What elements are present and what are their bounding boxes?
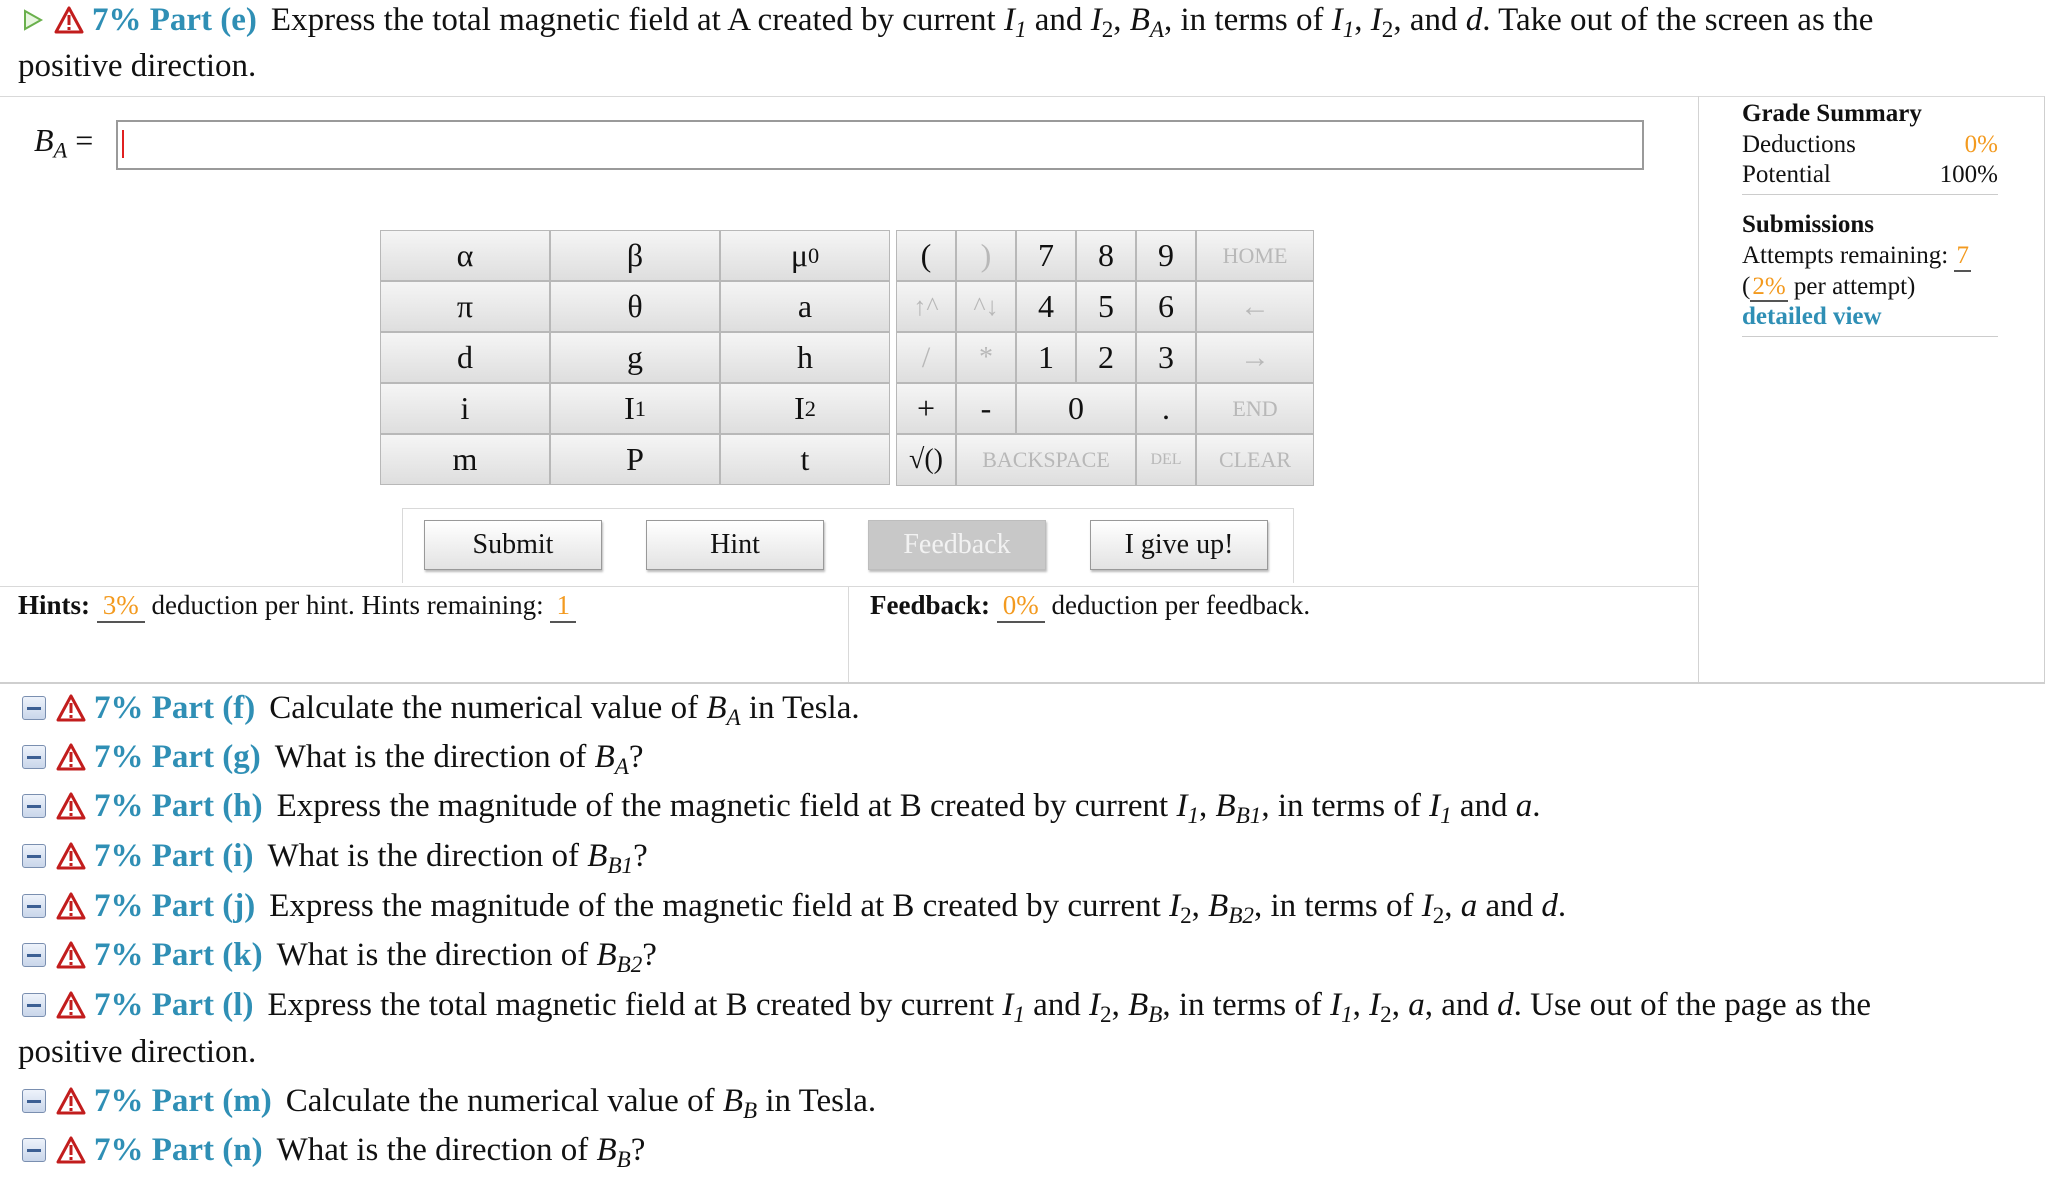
warning-icon bbox=[56, 694, 86, 722]
key-divide: / bbox=[896, 332, 956, 383]
expand-icon[interactable] bbox=[22, 844, 46, 868]
hint-deduction: 3% bbox=[97, 591, 145, 623]
submissions-title: Submissions bbox=[1742, 211, 1875, 238]
part-m-header[interactable]: 7% Part (m) Calculate the numerical value of $B_B$ in Tesla. bbox=[22, 1081, 876, 1121]
warning-icon bbox=[56, 743, 86, 771]
key-backspace: BACKSPACE bbox=[956, 434, 1136, 486]
part-n-header[interactable]: 7% Part (n) What is the direction of $B_B$? bbox=[22, 1130, 645, 1170]
key-i[interactable]: i bbox=[380, 383, 550, 434]
expand-icon[interactable] bbox=[22, 696, 46, 720]
part-h-header[interactable]: 7% Part (h) Express the magnitude of the magnetic field at B created by current $I_1$, $B_{B1}$, in terms of $I_1$ and a. bbox=[22, 786, 1541, 826]
warning-icon bbox=[56, 1087, 86, 1115]
key-rparen: ) bbox=[956, 230, 1016, 281]
key-t[interactable]: t bbox=[720, 434, 890, 485]
hints-divider bbox=[0, 586, 1698, 587]
key-theta[interactable]: θ bbox=[550, 281, 720, 332]
warning-icon bbox=[56, 991, 86, 1019]
key-multiply: * bbox=[956, 332, 1016, 383]
part-k-header[interactable]: 7% Part (k) What is the direction of $B_{B2}$? bbox=[22, 935, 657, 975]
grade-summary: Grade Summary Deductions 0% Potential 100% Submissions Attempts remaining: 7 (2% per attempt) detailed view bbox=[1742, 98, 1998, 337]
expand-icon[interactable] bbox=[22, 894, 46, 918]
key-up-arrow: ↑^ bbox=[896, 281, 956, 332]
part-e-header[interactable] bbox=[22, 0, 1873, 40]
key-plus[interactable]: + bbox=[896, 383, 956, 434]
warning-icon bbox=[56, 1136, 86, 1164]
feedback-button: Feedback bbox=[868, 520, 1046, 570]
key-clear: CLEAR bbox=[1196, 434, 1314, 486]
part-e-question: Express the total magnetic field at A created by current $I_1$ and $I_2$, $B_A$, in terms of $I_1$, $I_2$, and d. Take out of the screen as the bbox=[270, 1, 1874, 42]
key-2[interactable]: 2 bbox=[1076, 332, 1136, 383]
key-mu0[interactable]: μ 0 bbox=[720, 230, 890, 281]
warning-icon bbox=[56, 892, 86, 920]
key-left-arrow-icon: ← bbox=[1196, 281, 1314, 332]
answer-label: $B_A$ = bbox=[34, 122, 94, 163]
part-l-header[interactable]: 7% Part (l) Express the total magnetic field at B created by current $I_1$ and $I_2$, $B_B$, in terms of $I_1$, $I_2$, a, and d. Use out of the page as the bbox=[22, 985, 1871, 1025]
key-I2[interactable]: I 2 bbox=[720, 383, 890, 434]
key-I1[interactable]: I 1 bbox=[550, 383, 720, 434]
key-end: END bbox=[1196, 383, 1314, 434]
key-1[interactable]: 1 bbox=[1016, 332, 1076, 383]
part-e-label: 7% Part (e) bbox=[92, 1, 257, 38]
key-a[interactable]: a bbox=[720, 281, 890, 332]
hints-remaining: 1 bbox=[550, 591, 576, 623]
symbol-keypad bbox=[380, 230, 1314, 486]
key-P[interactable]: P bbox=[550, 434, 720, 485]
key-lparen[interactable]: ( bbox=[896, 230, 956, 281]
hints-split bbox=[848, 586, 849, 682]
hints-info: Hints: 3% deduction per hint. Hints remaining: 1 bbox=[18, 590, 576, 623]
expand-icon[interactable] bbox=[22, 943, 46, 967]
collapse-arrow-icon[interactable] bbox=[22, 7, 44, 33]
warning-icon bbox=[56, 792, 86, 820]
key-8[interactable]: 8 bbox=[1076, 230, 1136, 281]
warning-icon bbox=[56, 842, 86, 870]
key-down-arrow: ^↓ bbox=[956, 281, 1016, 332]
give-up-button[interactable]: I give up! bbox=[1090, 520, 1268, 570]
expand-icon[interactable] bbox=[22, 1089, 46, 1113]
part-f-header[interactable]: 7% Part (f) Calculate the numerical value of $B_A$ in Tesla. bbox=[22, 688, 860, 728]
potential-value: 100% bbox=[1939, 161, 1998, 188]
key-h[interactable]: h bbox=[720, 332, 890, 383]
attempts-remaining: Attempts remaining: 7 bbox=[1742, 241, 1998, 272]
key-9[interactable]: 9 bbox=[1136, 230, 1196, 281]
detailed-view-link[interactable]: detailed view bbox=[1742, 302, 1998, 337]
answer-input[interactable] bbox=[116, 120, 1644, 170]
part-l-question-line2: positive direction. bbox=[18, 1034, 257, 1070]
deductions-value: 0% bbox=[1964, 131, 1998, 158]
key-minus[interactable]: - bbox=[956, 383, 1016, 434]
key-home: HOME bbox=[1196, 230, 1314, 281]
key-g[interactable]: g bbox=[550, 332, 720, 383]
key-4[interactable]: 4 bbox=[1016, 281, 1076, 332]
part-i-header[interactable]: 7% Part (i) What is the direction of $B_{B1}$? bbox=[22, 836, 648, 876]
key-right-arrow-icon: → bbox=[1196, 332, 1314, 383]
key-6[interactable]: 6 bbox=[1136, 281, 1196, 332]
feedback-deduction: 0% bbox=[997, 591, 1045, 623]
key-alpha[interactable]: α bbox=[380, 230, 550, 281]
feedback-info: Feedback: 0% deduction per feedback. bbox=[870, 590, 1310, 623]
text-cursor bbox=[122, 130, 124, 158]
key-7[interactable]: 7 bbox=[1016, 230, 1076, 281]
key-beta[interactable]: β bbox=[550, 230, 720, 281]
expand-icon[interactable] bbox=[22, 1138, 46, 1162]
key-pi[interactable]: π bbox=[380, 281, 550, 332]
attempt-deduction: (2% per attempt) bbox=[1742, 272, 1998, 303]
key-3[interactable]: 3 bbox=[1136, 332, 1196, 383]
part-g-header[interactable]: 7% Part (g) What is the direction of $B_A$? bbox=[22, 737, 644, 777]
key-sqrt[interactable]: √() bbox=[896, 434, 956, 486]
expand-icon[interactable] bbox=[22, 993, 46, 1017]
key-d[interactable]: d bbox=[380, 332, 550, 383]
hint-button[interactable]: Hint bbox=[646, 520, 824, 570]
panel-bottom-border bbox=[0, 682, 2044, 684]
expand-icon[interactable] bbox=[22, 745, 46, 769]
grade-summary-title: Grade Summary bbox=[1742, 100, 1922, 127]
key-m[interactable]: m bbox=[380, 434, 550, 485]
panel-divider bbox=[1698, 96, 1699, 684]
part-j-header[interactable]: 7% Part (j) Express the magnitude of the magnetic field at B created by current $I_2$, $B_{B2}$, in terms of $I_2$, a and d. bbox=[22, 886, 1566, 926]
warning-icon bbox=[54, 6, 84, 34]
submit-button[interactable]: Submit bbox=[424, 520, 602, 570]
key-dot[interactable]: . bbox=[1136, 383, 1196, 434]
expand-icon[interactable] bbox=[22, 794, 46, 818]
part-e-question-line2: positive direction. bbox=[18, 48, 257, 84]
key-5[interactable]: 5 bbox=[1076, 281, 1136, 332]
key-del: DEL bbox=[1136, 434, 1196, 486]
warning-icon bbox=[56, 941, 86, 969]
key-0[interactable]: 0 bbox=[1016, 383, 1136, 434]
